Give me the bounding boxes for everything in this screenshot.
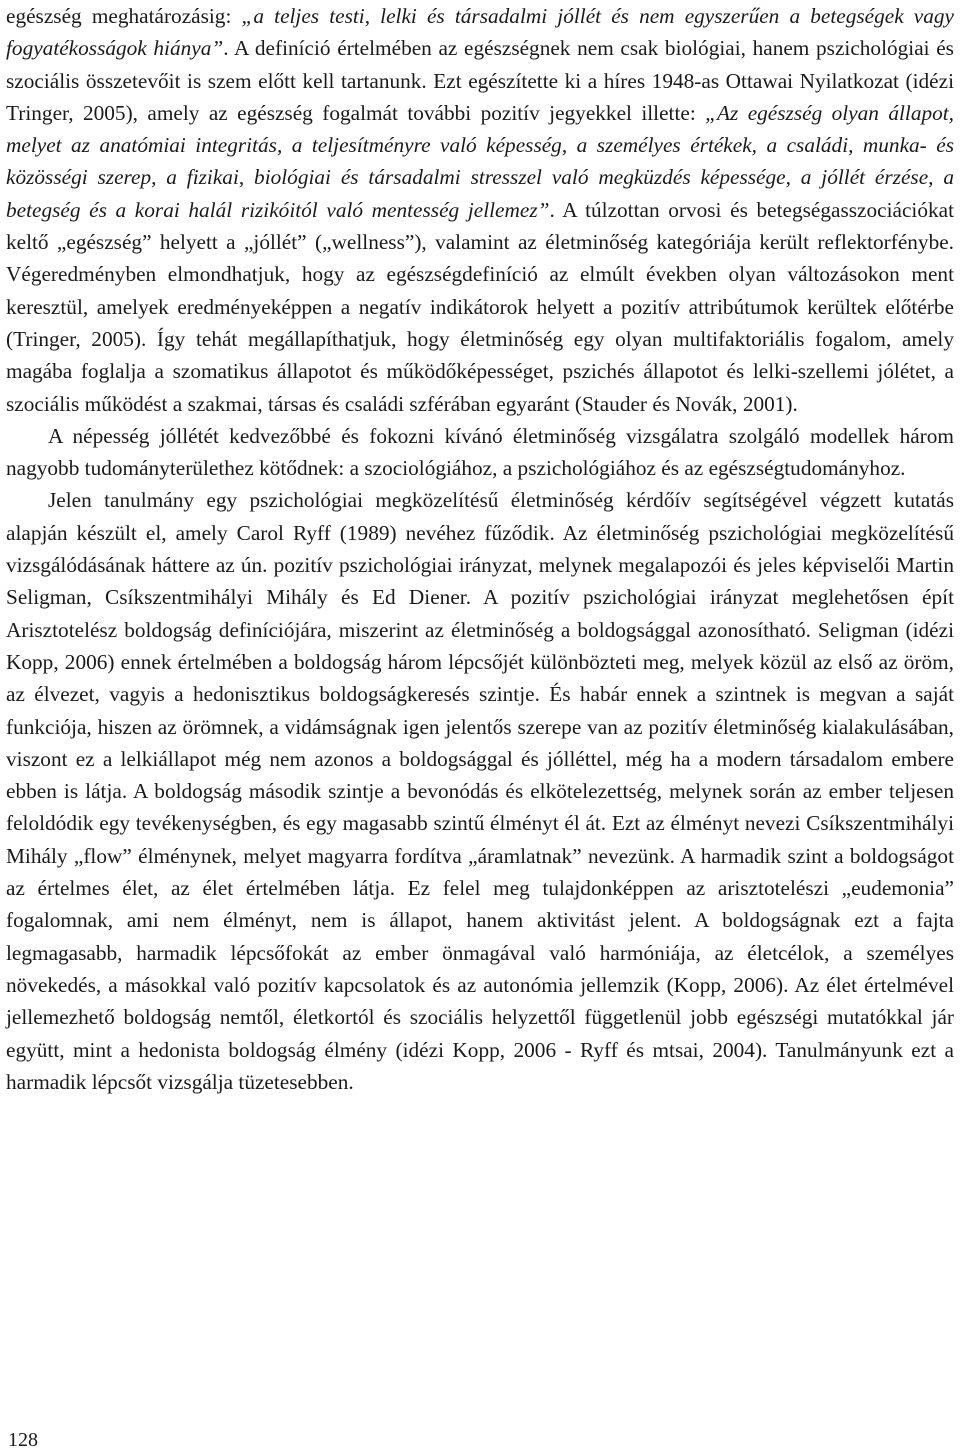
paragraph: [6, 0, 954, 420]
page-number: 128: [8, 1429, 38, 1451]
text-run: Jelen tanulmány egy pszichológiai megközelítésű életminőség kérdőív segítségével végzett kutatás alapján készült el, amely Carol Ryff (1989) nevéhez fűződik. Az életminőség pszichológiai megközelítésű vizsgálódásának háttere az ún. pozitív pszichológiai irányzat, melynek megalapozói és jeles képviselői Martin Seligman, Csíkszentmihályi Mihály és Ed Diener. A pozitív pszichológiai irányzat meglehetősen épít Arisztotelész boldogság definíciójára, miszerint az életminőség a boldogsággal azonosítható. Seligman (idézi Kopp, 2006) ennek értelmében a boldogság három lépcsőjét különbözteti meg, melyek közül az első az öröm, az élvezet, vagyis a hedonisztikus boldogságkeresés szintje. És habár ennek a szintnek is megvan a saját funkciója, hiszen az örömnek, a vidámságnak igen jelentős szerepe van az pozitív életminőség kialakulásában, viszont ez a lelkiállapot még nem azonos a boldogsággal és jólléttel, még ha a modern társadalom embere ebben is látja. A boldogság második szintje a bevonódás és elkötelezettség, melynek során az ember teljesen feloldódik egy tevékenységben, és egy magasabb szintű élményt él át. Ezt az élményt nevezi Csíkszentmihályi Mihály „flow” élménynek, melyet magyarra fordítva „áramlatnak” nevezünk. A harmadik szint a boldogságot az értelmes élet, az élet értelmében látja. Ez felel meg tulajdonképpen az arisztotelészi „eudemonia” fogalomnak, ami nem élményt, nem is állapot, hanem aktivitást jelent. A boldogságnak ezt a fajta legmagasabb, harmadik lépcsőfokát az ember önmagával való harmóniája, az életcélok, a személyes növekedés, a másokkal való pozitív kapcsolatok és az autonómia jellemzik (Kopp, 2006). Az élet értelmével jellemezhető boldogság nemtől, életkortól és szociális helyzettől függetlenül jobb egészségi mutatókkal jár együtt, mint a hedonista boldogság élmény (idézi Kopp, 2006 - Ryff és mtsai, 2004). Tanulmányunk ezt a harmadik lépcsőt vizsgálja tüzetesebben.: [6, 488, 954, 1094]
text-run: A népesség jóllétét kedvezőbbé és fokozni kívánó életminőség vizsgálatra szolgáló modellek három nagyobb tudományterülethez kötődnek: a szociológiához, a pszichológiához és az egészségtudományhoz.: [6, 423, 954, 481]
text-run: . A túlzottan orvosi és betegségasszociációkat keltő „egészség” helyett a „jóllét” („wellness”), valamint az életminőség kategóriája került reflektorfénybe. Végeredményben elmondhatjuk, hogy az egészségdefiníció az elmúlt években olyan változásokon ment keresztül, amelyek eredményeképpen a negatív indikátorok helyett a pozitív attribútumok kerültek előtérbe (Tringer, 2005). Így tehát megállapíthatjuk, hogy életminőség egy olyan multifaktoriális fogalom, amely magába foglalja a szomatikus állapotot és működőképességet, pszichés állapotot és lelki-szellemi jólétet, a szociális működést a szakmai, társas és családi szférában egyaránt (Stauder és Novák, 2001).: [6, 197, 954, 416]
document-page: [6, 0, 954, 1098]
italic-quote: „Az egészség olyan állapot, melyet az anatómiai integritás, a teljesítményre való képesség, a személyes értékek, a családi, munka- és közösségi szerep, a fizikai, biológiai és társadalmi stresszel való megküzdés képessége, a jóllét érzése, a betegség és a korai halál rizikóitól való mentesség jellemez”: [6, 100, 955, 222]
italic-quote: „a teljes testi, lelki és társadalmi jóllét és nem egyszerűen a betegségek vagy fogyatékosságok hiánya”: [6, 4, 954, 61]
text-run: . A definíció értelmében az egészségnek nem csak biológiai, hanem pszichológiai és szociális összetevőit is szem előtt kell tartanunk. Ezt egészítette ki a híres 1948-as Ottawai Nyilatkozat (idézi Tringer, 2005), amely az egészség fogalmát további pozitív jegyekkel illette:: [6, 36, 954, 125]
text-run: egészség meghatározásig:: [6, 4, 242, 28]
body-text: [6, 0, 954, 1098]
paragraph: [6, 420, 954, 485]
paragraph: [6, 484, 954, 1098]
